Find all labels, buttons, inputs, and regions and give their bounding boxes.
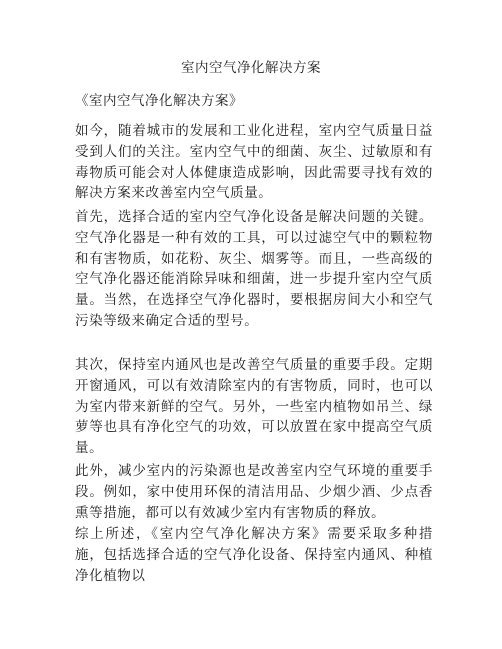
paragraph-pollution-sources: 此外，减少室内的污染源也是改善室内空气环境的重要手段。例如，家中使用环保的清洁用品、少烟少酒、少点香熏等措施，都可以有效减少室内有害物质的释放。 bbox=[75, 463, 433, 521]
paragraph-intro: 如今，随着城市的发展和工业化进程，室内空气质量日益受到人们的关注。室内空气中的细菌、灰尘、过敏原和有毒物质可能会对人体健康造成影响，因此需要寻找有效的解决方案来改善室内空气质量。 bbox=[75, 123, 433, 202]
document-subtitle: 《室内空气净化解决方案》 bbox=[75, 93, 243, 109]
paragraph-air-purifier: 首先，选择合适的室内空气净化设备是解决问题的关键。空气净化器是一种有效的工具，可以过滤空气中的颗粒物和有害物质，如花粉、灰尘、烟雾等。而且，一些高级的空气净化器还能消除异味和细菌，进一步提升室内空气质量。当然，在选择空气净化器时，要根据房间大小和空气污染等级来确定合适的型号。 bbox=[75, 209, 433, 329]
paragraph-summary: 综上所述，《室内空气净化解决方案》需要采取多种措施，包括选择合适的空气净化设备、保持室内通风、种植净化植物以 bbox=[75, 526, 433, 584]
paragraph-ventilation: 其次，保持室内通风也是改善空气质量的重要手段。定期开窗通风，可以有效清除室内的有害物质，同时，也可以为室内带来新鲜的空气。另外，一些室内植物如吊兰、绿萝等也具有净化空气的功效，可以放置在家中提高空气质量。 bbox=[75, 357, 433, 457]
document-title: 室内空气净化解决方案 bbox=[181, 60, 321, 76]
